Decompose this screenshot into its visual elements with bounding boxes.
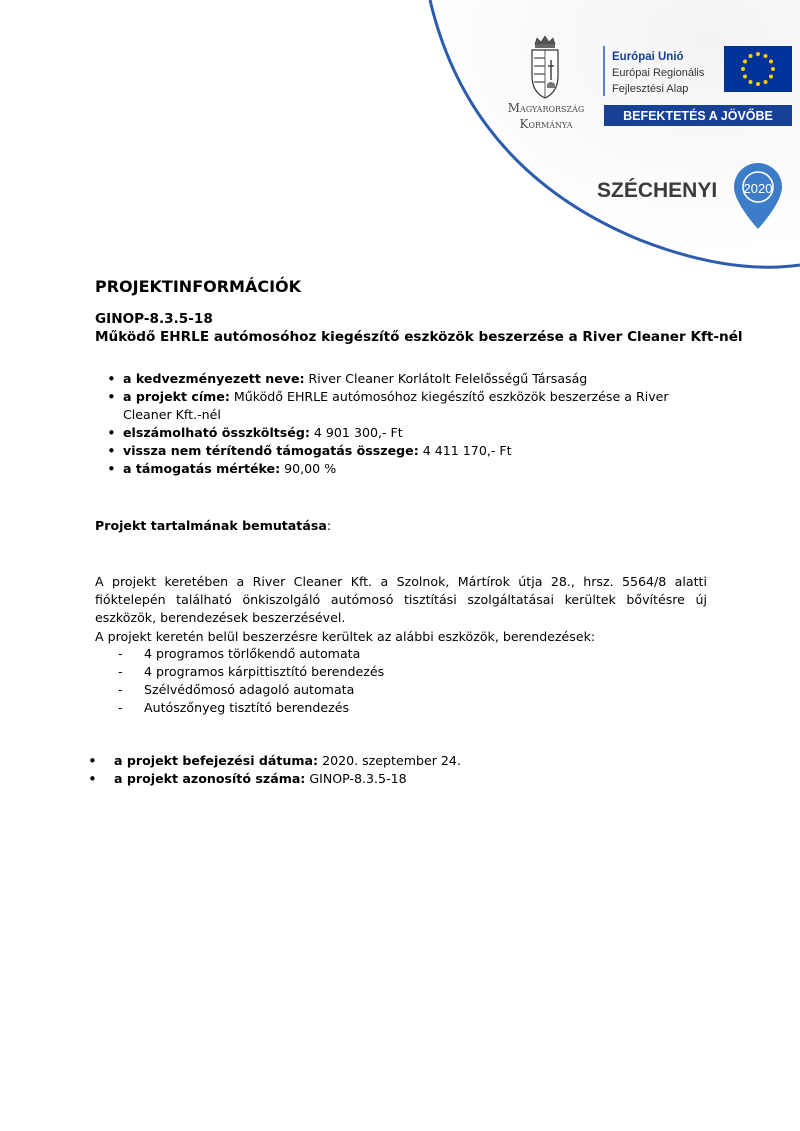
info-value: 90,00 % bbox=[280, 461, 337, 476]
info-value: 4 411 170,- Ft bbox=[418, 443, 512, 458]
page-title: PROJEKTINFORMÁCIÓK bbox=[95, 277, 302, 296]
info-label: a kedvezményezett neve: bbox=[123, 371, 305, 386]
section-heading bbox=[95, 517, 331, 535]
list-item: - Autószőnyeg tisztító berendezés bbox=[118, 699, 384, 717]
eu-star-icon bbox=[764, 54, 768, 58]
list-item: - Szélvédőmosó adagoló automata bbox=[118, 681, 384, 699]
eu-star-icon bbox=[771, 67, 775, 71]
invest-banner-text: BEFEKTETÉS A JÖVŐBE bbox=[623, 109, 773, 123]
szechenyi-year: 2020 bbox=[743, 181, 773, 196]
section-heading-colon: : bbox=[326, 518, 332, 533]
info-label: a támogatás mértéke: bbox=[123, 461, 281, 476]
eu-star-icon bbox=[756, 82, 760, 86]
list-item bbox=[107, 388, 707, 424]
eu-star-icon bbox=[769, 60, 773, 64]
szechenyi-logo-text: SZÉCHENYI bbox=[597, 179, 718, 202]
eu-star-icon bbox=[743, 60, 747, 64]
list-item bbox=[88, 752, 700, 770]
list-item bbox=[107, 442, 707, 460]
list-item: - 4 programos törlőkendő automata bbox=[118, 645, 384, 663]
gov-name-line2: Kormánya bbox=[519, 117, 573, 131]
eu-star-icon bbox=[743, 75, 747, 79]
gov-name-line1: Magyarország bbox=[507, 101, 585, 115]
project-info-list bbox=[107, 370, 707, 478]
info-value: GINOP-8.3.5-18 bbox=[305, 771, 407, 786]
list-item bbox=[107, 460, 707, 478]
info-label: a projekt azonosító száma: bbox=[114, 771, 306, 786]
eu-star-icon bbox=[756, 52, 760, 56]
project-description: A projekt keretében a River Cleaner Kft. a Szolnok, Mártírok útja 28., hrsz. 5564/8 alatti fióktelepén található önkiszolgáló autómosó tisztítási szolgáltatásai kerültek bővítésre új eszközök, berendezések beszerzésével. bbox=[95, 574, 707, 625]
list-item bbox=[107, 370, 707, 388]
info-value: River Cleaner Korlátolt Felelősségű Társaság bbox=[304, 371, 588, 386]
list-item bbox=[107, 424, 707, 442]
section-heading-text: Projekt tartalmának bemutatása bbox=[95, 518, 327, 533]
info-label: a projekt címe: bbox=[123, 389, 230, 404]
eu-star-icon bbox=[741, 67, 745, 71]
project-closing-info bbox=[88, 752, 700, 788]
project-subtitle: Működő EHRLE autómosóhoz kiegészítő eszközök beszerzése a River Cleaner Kft-nél bbox=[95, 329, 743, 345]
info-label: vissza nem térítendő támogatás összege: bbox=[123, 443, 419, 458]
info-value: Működő EHRLE autómosóhoz kiegészítő eszközök beszerzése a River Cleaner Kft.-nél bbox=[123, 389, 669, 422]
program-code: GINOP-8.3.5-18 bbox=[95, 311, 213, 327]
eu-name: Európai Unió bbox=[612, 51, 684, 63]
eu-star-icon bbox=[769, 75, 773, 79]
equipment-intro: A projekt keretén belül beszerzésre kerültek az alábbi eszközök, berendezések: bbox=[95, 629, 596, 644]
info-label: elszámolható összköltség: bbox=[123, 425, 310, 440]
hungarian-coat-of-arms-icon bbox=[532, 36, 558, 98]
eu-fund-line1: Európai Regionális bbox=[612, 67, 705, 79]
header-logo-area bbox=[0, 0, 800, 300]
info-value: 2020. szeptember 24. bbox=[318, 753, 461, 768]
info-label: a projekt befejezési dátuma: bbox=[114, 753, 319, 768]
eu-flag-icon bbox=[724, 46, 792, 92]
eu-star-icon bbox=[749, 80, 753, 84]
eu-star-icon bbox=[764, 80, 768, 84]
info-value: 4 901 300,- Ft bbox=[309, 425, 403, 440]
eu-fund-line2: Fejlesztési Alap bbox=[612, 83, 689, 95]
equipment-list bbox=[118, 645, 384, 717]
list-item bbox=[88, 770, 700, 788]
list-item: - 4 programos kárpittisztító berendezés bbox=[118, 663, 384, 681]
eu-star-icon bbox=[749, 54, 753, 58]
